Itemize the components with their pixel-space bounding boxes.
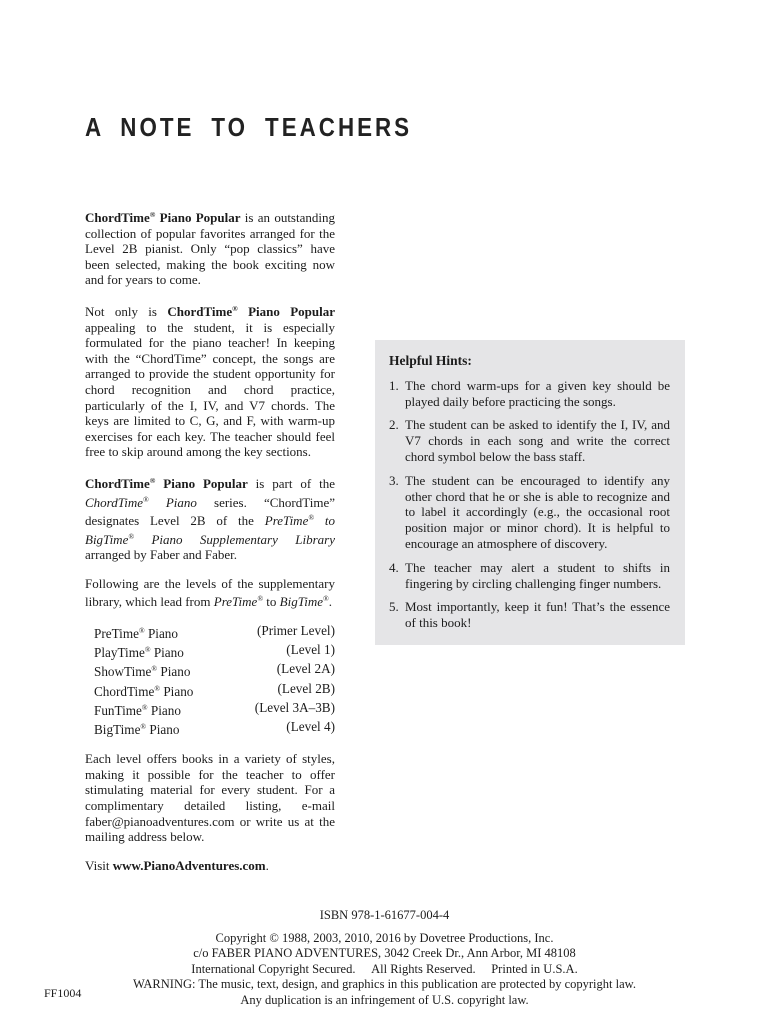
page-title: A NOTE TO TEACHERS xyxy=(85,112,413,142)
helpful-hints-box xyxy=(375,340,685,645)
address-line: c/o FABER PIANO ADVENTURES, 3042 Creek Dr., Ann Arbor, MI 48108 xyxy=(193,946,576,961)
hint-text: The chord warm-ups for a given key should be played daily before practicing the songs. xyxy=(405,377,670,409)
hint-item-4 xyxy=(389,560,670,592)
hint-item-1 xyxy=(389,378,670,410)
level-row-chordtime xyxy=(94,681,335,700)
levels-intro-paragraph: Following are the levels of the supplementary library, which lead from PreTime® to BigTime®. xyxy=(85,575,335,610)
level-label: (Level 2A) xyxy=(276,661,335,677)
level-name: PreTime® Piano xyxy=(94,626,178,642)
hint-text: The teacher may alert a student to shifts in fingering by circling challenging finger numbers. xyxy=(405,559,670,591)
level-name: ShowTime® Piano xyxy=(94,664,191,680)
level-row-funtime xyxy=(94,700,335,719)
hints-title: Helpful Hints: xyxy=(389,353,472,368)
levels-list xyxy=(85,623,335,738)
hint-number: 3. xyxy=(389,472,399,488)
level-label: (Level 1) xyxy=(286,642,335,658)
website-paragraph: Visit www.PianoAdventures.com. xyxy=(85,857,269,873)
intro-paragraph: ChordTime® Piano Popular is an outstanding collection of popular favorites arranged for the Level 2B pianist. Only “pop classics” have been selected, making the book exciting now and for years to come. xyxy=(85,210,335,288)
isbn-line: ISBN 978-1-61677-004-4 xyxy=(319,908,450,922)
level-label: (Level 3A–3B) xyxy=(254,699,335,715)
series-paragraph: ChordTime® Piano Popular is part of the ChordTime® Piano series. “ChordTime” designates Level 2B of the PreTime® to BigTime® Piano Supplementary Library arranged by Faber and Faber. xyxy=(85,475,335,563)
level-name: FunTime® Piano xyxy=(94,702,181,718)
level-row-showtime xyxy=(94,661,335,680)
teacher-paragraph: Not only is ChordTime® Piano Popular appealing to the student, it is especially formulated for the piano teacher! In keeping with the “ChordTime” concept, the songs are arranged to provide the student opportunity for chord recognition and chord practice, particularly of the I, IV, and V7 chords. The keys are limited to C, G, and F, with warm-up exercises for each key. The teacher should feel free to skip around among the key sections. xyxy=(85,303,335,460)
hint-item-2 xyxy=(389,417,670,464)
copyright-footer xyxy=(0,908,769,1009)
rights-line: International Copyright Secured. All Rights Reserved. Printed in U.S.A. xyxy=(191,961,578,976)
level-label: (Level 2B) xyxy=(277,680,335,696)
warning-line: WARNING: The music, text, design, and graphics in this publication are protected by copyright law. xyxy=(132,977,636,992)
hint-number: 2. xyxy=(389,417,399,433)
level-name: PlayTime® Piano xyxy=(94,645,184,661)
level-label: (Primer Level) xyxy=(257,623,335,639)
level-label: (Level 4) xyxy=(286,719,335,735)
duplication-line: Any duplication is an infringement of U.S. copyright law. xyxy=(240,992,529,1007)
hint-text: The student can be asked to identify the I, IV, and V7 chords in each song and write the correct chord symbol below the bass staff. xyxy=(405,417,670,464)
hint-text: Most importantly, keep it fun! That’s the essence of this book! xyxy=(405,599,670,631)
level-name: BigTime® Piano xyxy=(94,722,180,738)
catalog-code: FF1004 xyxy=(44,986,82,1000)
level-row-playtime xyxy=(94,642,335,661)
level-row-pretime xyxy=(94,623,335,642)
hint-item-3 xyxy=(389,473,670,552)
level-row-bigtime xyxy=(94,719,335,738)
variety-paragraph: Each level offers books in a variety of styles, making it possible for the teacher to offer stimulating material for every student. For a complimentary detailed listing, e-mail faber@pianoadventures.com or write us at the mailing address below. xyxy=(85,751,335,845)
hint-number: 4. xyxy=(389,559,399,575)
hint-item-5 xyxy=(389,599,670,631)
left-column xyxy=(85,207,335,886)
level-name: ChordTime® Piano xyxy=(94,683,194,699)
hint-number: 1. xyxy=(389,377,399,393)
hint-number: 5. xyxy=(389,599,399,615)
copyright-line: Copyright © 1988, 2003, 2010, 2016 by Dovetree Productions, Inc. xyxy=(215,930,554,945)
hint-text: The student can be encouraged to identify any other chord that he or she is able to recognize and to label it accordingly (e.g., the occasional root position major or minor chord). It is helpful to encourage an atmosphere of discovery. xyxy=(405,472,670,551)
